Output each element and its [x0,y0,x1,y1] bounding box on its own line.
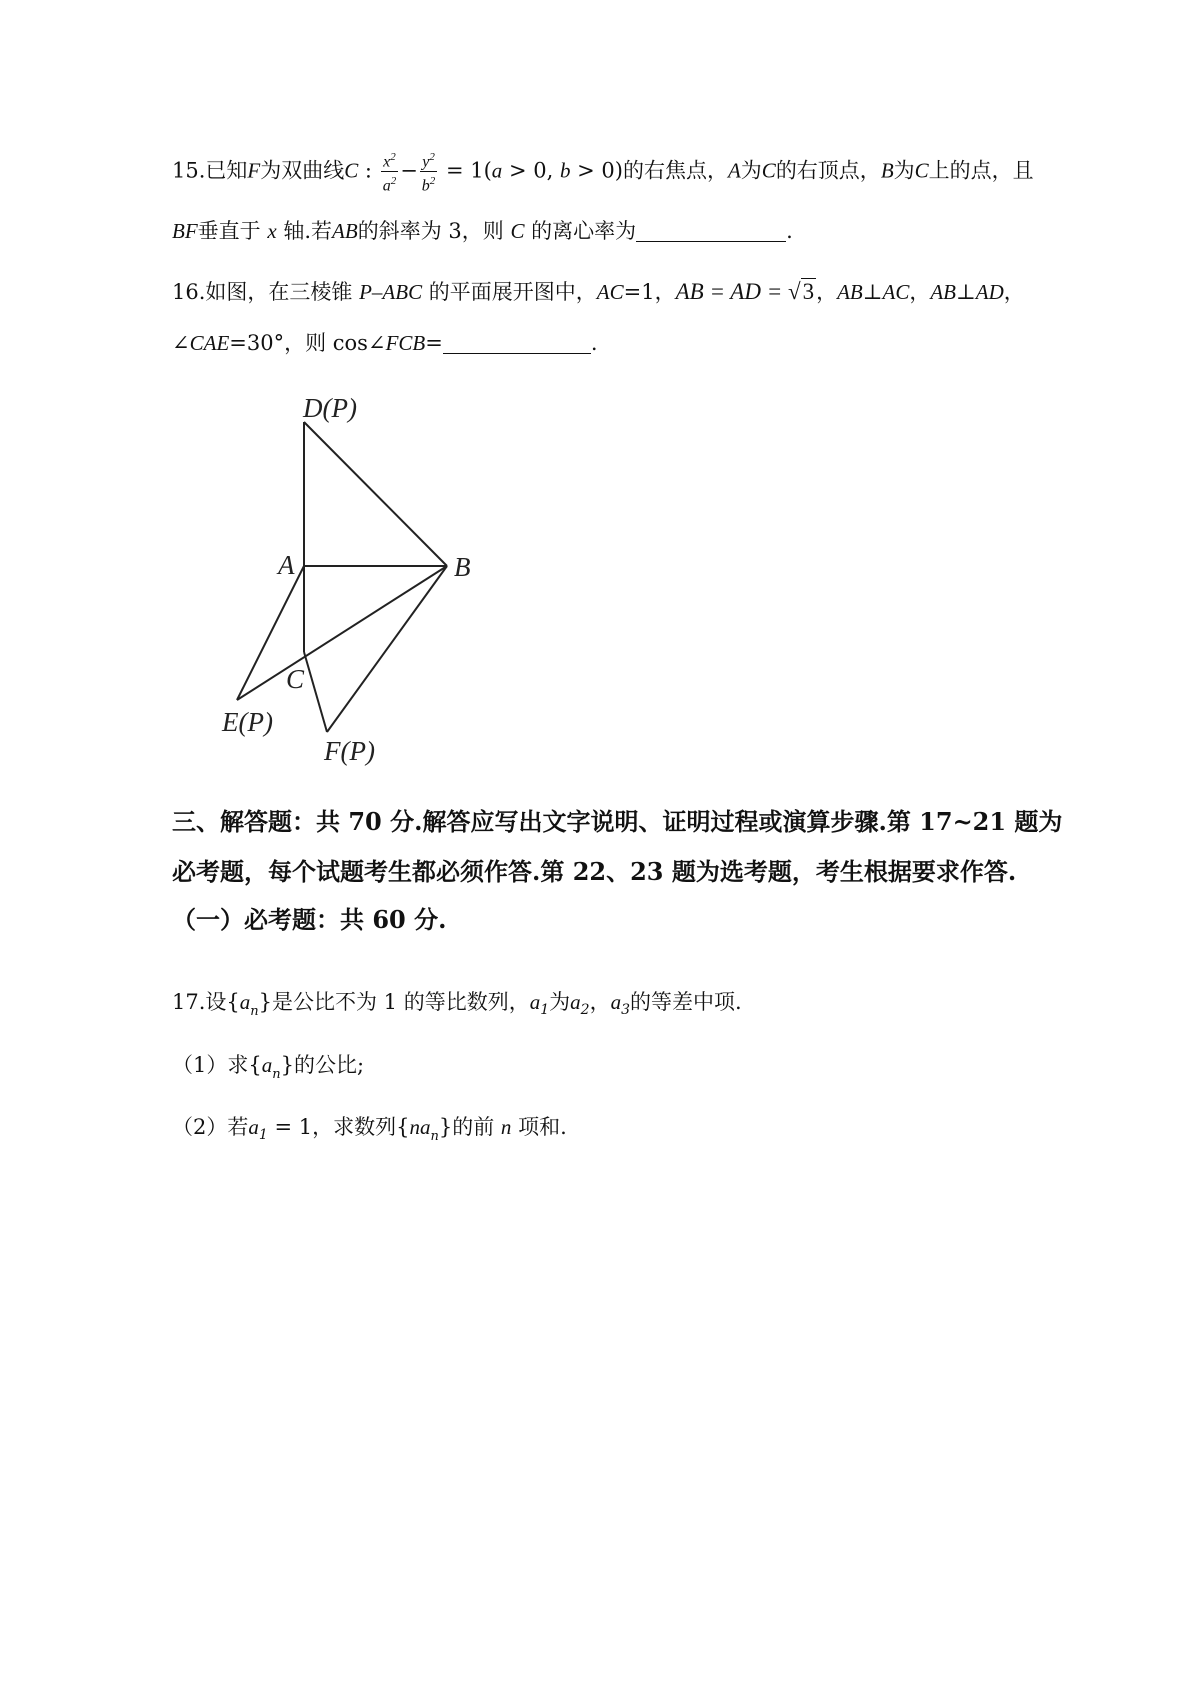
var-b: b [559,158,571,183]
line-BF [327,566,447,732]
var-n: n [500,1115,512,1139]
colon: : [358,158,379,183]
equals-one: = 1( [439,158,492,183]
var-a: a [239,990,251,1014]
q17-text: ， [589,990,611,1014]
label-A: A [278,550,295,580]
var-AB-perp-AC: AB⊥AC [837,280,910,304]
var-a: a [529,990,541,1014]
exponent: 2 [390,151,396,163]
q17-part1 [172,1050,364,1090]
exponent: 2 [429,175,436,188]
label-D: D(P) [303,393,357,423]
var-BF: BF [172,219,198,243]
comma: ， [816,280,838,304]
var-AB: AB [332,219,358,243]
q17-text: 为 [549,990,571,1014]
q17-part2-text: ，求数列{ [312,1115,410,1139]
q15-text: 上的点，且 [928,158,1034,183]
var-a: a [570,990,581,1014]
q17-text: 的等差中项. [629,990,742,1014]
var-a: a [248,1115,259,1139]
q17-part1-prefix: （1）求{ [172,1053,262,1077]
q15-text: 轴.若 [283,219,333,243]
q17-part2-prefix: （2）若 [172,1115,249,1139]
subscript-n: n [430,1129,439,1144]
subscript-n: n [250,1004,259,1019]
section3-line3: （一）必考题：共 60 分. [172,905,447,934]
subscript-2: 2 [580,1002,590,1018]
comma: ， [1003,280,1025,304]
q16-text: =1， [623,280,676,304]
var-na: na [409,1115,431,1139]
var-AB-AD: AB = AD = [675,279,788,304]
label-B: B [454,552,471,582]
var-A: A [727,158,741,183]
q17-text: }是公比不为 1 的等比数列， [258,990,530,1014]
var-AB-perp-AD: AB⊥AD [930,280,1004,304]
q17-part2-text: 项和. [518,1115,567,1139]
q15-prefix: 15.已知 [172,158,248,183]
q17-part1-text: }的公比; [280,1053,365,1077]
var-a: a [491,158,503,183]
equals-one: = 1 [267,1115,313,1139]
figure-lines [237,422,447,732]
subscript-3: 3 [621,1002,630,1018]
q15-text: 垂直于 [197,219,261,243]
subscript-n: n [272,1067,281,1082]
var-a: a [610,990,622,1014]
var-y: y [422,153,430,171]
period: . [590,331,598,355]
var-x: x [267,219,277,243]
label-C: C [286,664,305,694]
var-C: C [510,219,525,243]
line-DB [304,422,447,566]
var-C: C [761,158,776,183]
q17-part2 [172,1112,567,1152]
line-CF [304,652,327,732]
sqrt-sign: √ [787,279,801,304]
condition: > 0) [570,158,623,183]
q16-text: 的平面展开图中， [428,280,597,304]
period: . [786,219,793,243]
var-C: C [914,158,929,183]
var-AC: AC [596,280,624,304]
minus-sign: − [400,158,418,183]
label-E: E(P) [222,707,273,737]
label-F: F(P) [324,736,375,766]
q16-prefix: 16.如图，在三棱锥 [172,280,353,304]
q17-part2-text: }的前 [438,1115,495,1139]
section3-line1: 三、解答题：共 70 分.解答应写出文字说明、证明过程或演算步骤.第 17~21 题为 [172,807,1063,836]
q16-text: =30°，则 cos∠ [229,331,386,355]
line-EB [237,566,447,700]
angle-symbol: ∠ [172,331,190,355]
subscript-1: 1 [258,1127,268,1143]
var-FCB: FCB [385,331,426,355]
q15-text: 的离心率为 [531,219,637,243]
q17-prefix: 17.设{ [172,990,240,1014]
var-B: B [880,158,894,183]
var-a: a [261,1053,273,1077]
var-a: a [382,177,391,195]
var-CAE: CAE [189,331,230,355]
var-x: x [383,153,391,171]
var-F: F [247,158,261,183]
q15-text: 的右顶点， [775,158,881,183]
q15-text: 为 [893,158,915,183]
subscript-1: 1 [540,1002,550,1018]
q15-text: 为 [740,158,762,183]
var-b: b [421,177,430,195]
q15-text: 为双曲线 [260,158,345,183]
q15-text: 的斜率为 3，则 [357,219,504,243]
section3-line2: 必考题，每个试题考生都必须作答.第 22、23 题为选考题，考生根据要求作答. [172,857,1017,886]
var-C: C [344,158,359,183]
comma: ， [909,280,931,304]
exponent: 2 [390,175,397,188]
condition: > 0, [502,158,560,183]
var-PABC: P–ABC [359,280,423,304]
q15-text: 的右焦点， [622,158,728,183]
sqrt-arg: 3 [802,279,815,304]
exponent: 2 [429,151,435,163]
equals: = [425,331,443,355]
q17-stem [172,987,742,1027]
